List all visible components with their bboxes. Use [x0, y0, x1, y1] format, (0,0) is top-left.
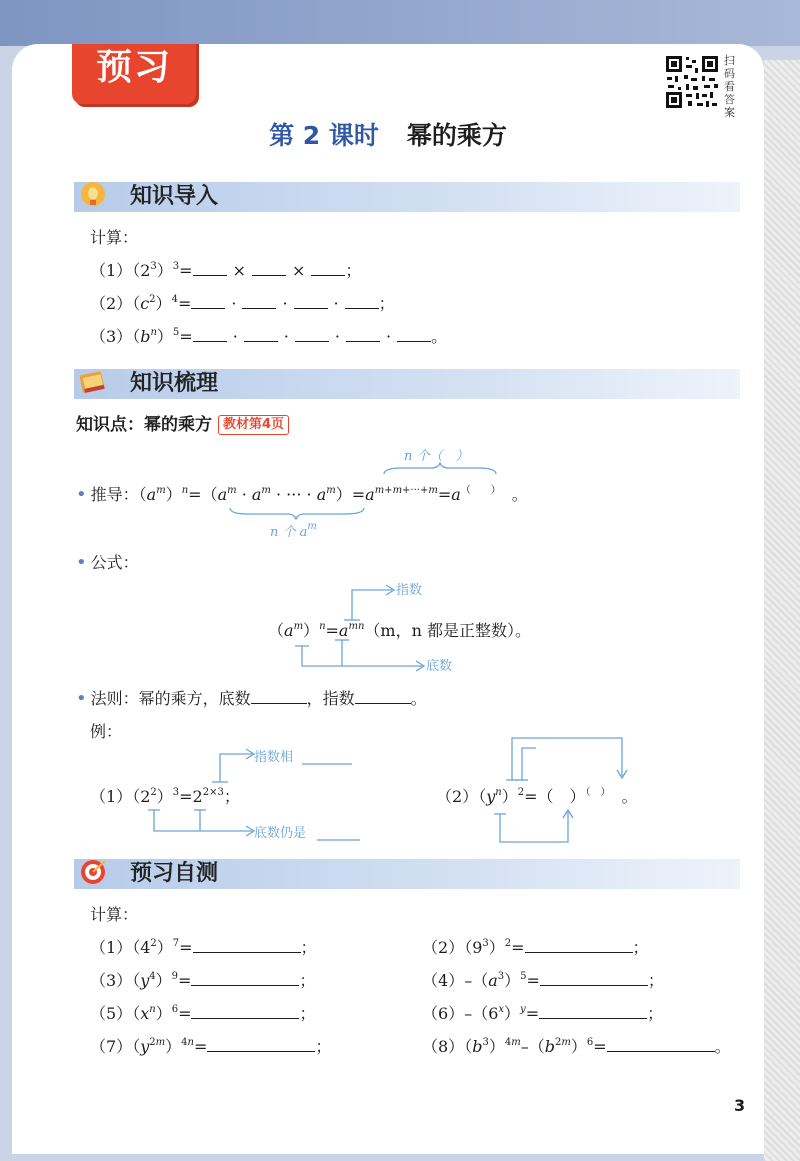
n-paren-label: n 个（ ）	[404, 449, 469, 464]
top-brace	[382, 462, 498, 476]
example2-expression: $(2)(y^n)^2=$（ ）（ ） 。	[436, 787, 638, 806]
lesson-number: 第 2 课时	[269, 121, 379, 150]
intro-item-3: $(3)(b^n)^5=$ · · · · 。	[90, 327, 448, 346]
formula-label: • 公式：	[76, 552, 139, 573]
selftest-item-4: $(4)-(a^3)^5=$ ；	[422, 971, 664, 990]
exponent-label: 指数	[396, 583, 423, 598]
bottom-brace	[228, 506, 366, 520]
preview-tag: 预习	[72, 44, 196, 104]
derivation-line: • 推导：$(a^m)^n=(a^m \cdot a^m$ · ··· · $a^m)=a^{m+m+\cdot\cdot\cdot+m}=a^{( )}$ 。	[76, 484, 528, 505]
selftest-item-3: $(3)(y^4)^9=$ ；	[90, 971, 316, 990]
lesson-topic: 幂的乘方	[406, 121, 507, 150]
example1-expression: $(1)(2^2)^3=2^{2\times 3}$；	[90, 787, 240, 806]
intro-item-2: $(2)(c^2)^4=$ · · · ；	[90, 294, 395, 313]
knowledge-point: 知识点：幂的乘方 教材第4页	[76, 414, 289, 436]
base-label: 底数	[426, 659, 453, 674]
lightbulb-icon	[78, 180, 108, 210]
selftest-prompt: 计算：	[90, 905, 139, 924]
page-title	[12, 116, 764, 152]
example1-bottom-label: 底数仍是	[254, 826, 307, 841]
example1-top-label: 指数相	[254, 750, 294, 765]
selftest-item-7: $(7)(y^{2m})^{4n}=$ ；	[90, 1037, 332, 1056]
top-color-strip	[0, 0, 800, 46]
section-header-summary	[74, 369, 740, 399]
example-label: 例：	[90, 722, 123, 741]
selftest-item-6: $(6)-(6^x)^y=$ ；	[422, 1004, 664, 1023]
section-header-selftest	[74, 859, 740, 889]
formula-expression: $(a^m)^n=a^{mn}(m$，n 都是正整数）。	[268, 621, 531, 640]
selftest-item-8: $(8)(b^3)^{4m}-(b^{2m})^6=$ 。	[422, 1037, 731, 1056]
target-icon	[78, 857, 108, 887]
section-title-summary: 知识梳理	[130, 371, 219, 396]
selftest-item-2: $(2)(9^3)^2=$ ；	[422, 938, 649, 957]
book-icon	[78, 367, 108, 397]
section-header-intro	[74, 182, 740, 212]
page-number: 3	[734, 1096, 746, 1115]
n-am-label: n 个 $a^m$	[270, 521, 317, 540]
qr-code-icon[interactable]	[664, 54, 720, 110]
intro-item-1: $(1)(2^3)^3=$ × × ；	[90, 261, 362, 280]
textbook-reference: 教材第4页	[218, 415, 289, 435]
worksheet-page	[12, 44, 764, 1154]
section-title-intro: 知识导入	[130, 184, 219, 209]
intro-prompt: 计算：	[90, 228, 139, 247]
selftest-item-1: $(1)(4^2)^7=$ ；	[90, 938, 317, 957]
qr-label: 扫码看答案	[724, 54, 735, 119]
section-title-selftest: 预习自测	[130, 861, 219, 886]
page-edge	[764, 60, 800, 1161]
selftest-item-5: $(5)(x^n)^6=$ ；	[90, 1004, 316, 1023]
rule-line: • 法则：幂的乘方，底数 ，指数 。	[76, 688, 427, 709]
